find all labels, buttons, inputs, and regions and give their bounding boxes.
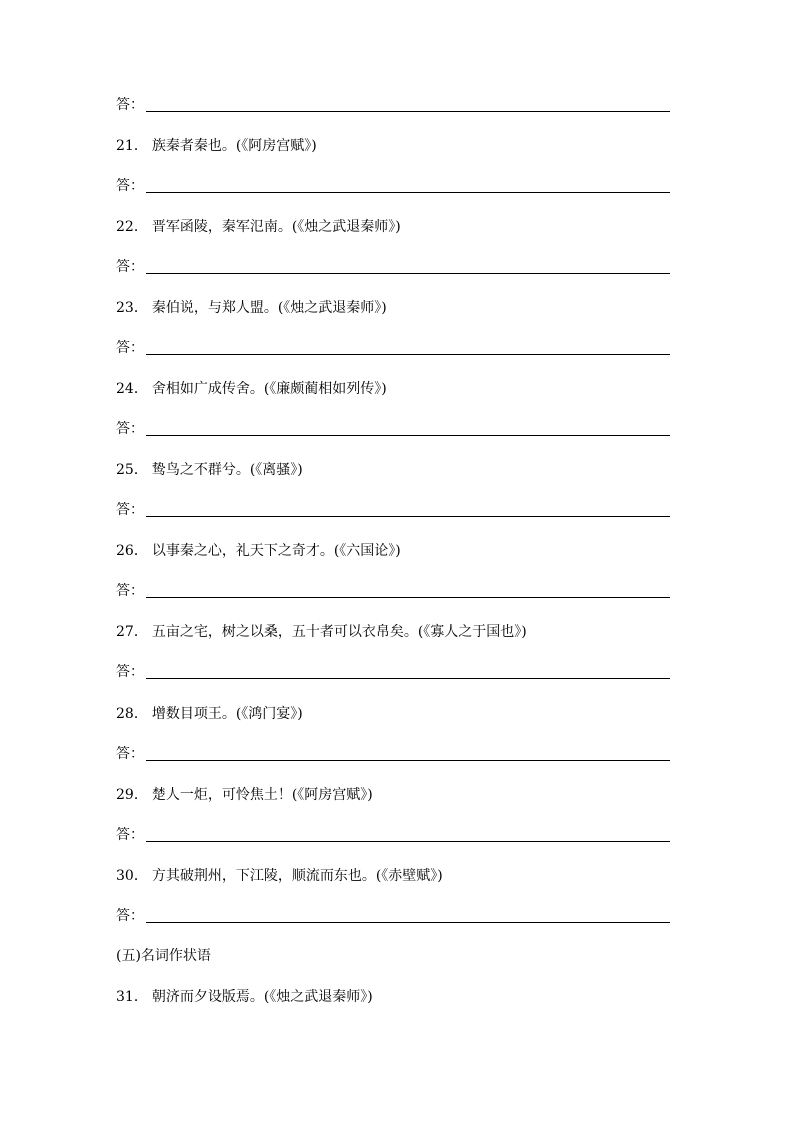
question-number: 29． [116,787,148,803]
question-text: 增数目项王。(《鸿门宴》) [151,706,303,722]
question-number: 27． [116,624,148,640]
question-25 [116,460,303,480]
answer-line [116,95,672,115]
answer-line [116,500,672,520]
question-text: 以事秦之心，礼天下之奇才。(《六国论》) [151,543,401,559]
answer-label: 答： [116,421,144,437]
question-text: 五亩之宅，树之以桑，五十者可以衣帛矣。(《寡人之于国也》) [151,624,527,640]
question-29 [116,785,373,805]
answer-line [116,257,672,277]
question-number: 26． [116,543,148,559]
answer-underline[interactable] [146,760,670,761]
question-text: 鸷鸟之不群兮。(《离骚》) [151,462,303,478]
answer-label: 答： [116,583,144,599]
answer-label: 答： [116,502,144,518]
question-26 [116,541,401,561]
answer-label: 答： [116,827,144,843]
answer-line [116,825,672,845]
answer-label: 答： [116,908,144,924]
question-21 [116,136,317,156]
answer-underline[interactable] [146,678,670,679]
answer-line [116,176,672,196]
question-number: 30． [116,868,148,884]
question-text: 族秦者秦也。(《阿房宫赋》) [151,138,317,154]
answer-label: 答： [116,259,144,275]
question-text: 晋军函陵，秦军氾南。(《烛之武退秦师》) [151,219,401,235]
answer-line [116,419,672,439]
question-27 [116,622,527,642]
answer-underline[interactable] [146,435,670,436]
answer-underline[interactable] [146,354,670,355]
question-30 [116,866,443,886]
answer-label: 答： [116,664,144,680]
question-number: 21． [116,138,148,154]
question-number: 31． [116,989,148,1005]
question-text: 朝济而夕设版焉。(《烛之武退秦师》) [151,989,373,1005]
answer-line [116,744,672,764]
answer-underline[interactable] [146,111,670,112]
question-text: 舍相如广成传舍。(《廉颇蔺相如列传》) [151,381,387,397]
answer-label: 答： [116,97,144,113]
answer-underline[interactable] [146,516,670,517]
answer-line [116,662,672,682]
question-22 [116,217,401,237]
question-text: 秦伯说，与郑人盟。(《烛之武退秦师》) [151,300,387,316]
question-number: 22． [116,219,148,235]
question-number: 28． [116,706,148,722]
answer-underline[interactable] [146,192,670,193]
question-31 [116,987,373,1007]
question-text: 楚人一炬，可怜焦土！(《阿房宫赋》) [151,787,373,803]
answer-underline[interactable] [146,273,670,274]
question-23 [116,298,387,318]
question-28 [116,704,303,724]
answer-line [116,338,672,358]
answer-label: 答： [116,178,144,194]
question-number: 23． [116,300,148,316]
answer-underline[interactable] [146,841,670,842]
answer-label: 答： [116,340,144,356]
answer-line [116,906,672,926]
question-text: 方其破荆州，下江陵，顺流而东也。(《赤壁赋》) [151,868,443,884]
answer-line [116,581,672,601]
question-24 [116,379,387,399]
question-number: 24． [116,381,148,397]
answer-underline[interactable] [146,597,670,598]
section-heading: (五)名词作状语 [116,948,211,964]
answer-underline[interactable] [146,922,670,923]
question-number: 25． [116,462,148,478]
answer-label: 答： [116,746,144,762]
